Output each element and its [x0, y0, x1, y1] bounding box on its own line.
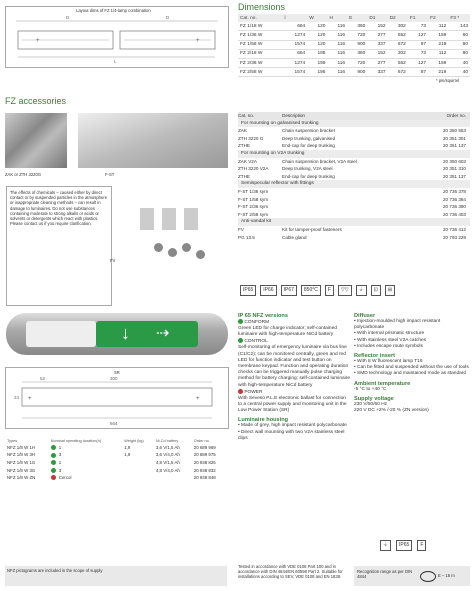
- power-label: POWER: [244, 389, 263, 395]
- accessory-image-trunking: [5, 113, 67, 168]
- accessory-cell: ZTH 3220 V2A: [238, 166, 269, 172]
- conform-text: Green LED for charge indicator; self-contained luminaire with high-temperature NiCd battery: [238, 325, 337, 338]
- types-cell-text: 20 938 826: [193, 460, 216, 466]
- certification-icon: IP66: [260, 285, 276, 296]
- dim-cell: 143: [448, 22, 470, 31]
- certification-icon: F: [325, 285, 334, 296]
- types-header: Ni-Cd battery: [155, 439, 179, 443]
- types-cell: [154, 451, 192, 459]
- svg-text:L: L: [114, 59, 117, 64]
- accessory-cell: ZAK V2A: [238, 158, 257, 164]
- accessory-row: [238, 135, 470, 143]
- dim-cell: 337: [367, 40, 387, 49]
- diffuser-item-text: Injection-moulded high impact resistant polycarbonate: [354, 319, 441, 331]
- accessory-cell: 20 793 229: [443, 234, 466, 240]
- dim-cell: 116: [327, 68, 347, 77]
- dim-header: H: [327, 14, 347, 22]
- accessory-warning: The effects of chemicals – caused either by direct contact or by suspended particles in the atmosphere or inappropriate cleaning methods – can result in damage to luminaires. Do not use substances containing moderate to strong alkalis or acids or solvents or detergents which react with plastics. Please contact us if you require clarification.: [6, 186, 112, 306]
- certification-icons: [240, 278, 470, 292]
- accessory-row: [238, 158, 470, 166]
- diffuser-item-text: With internal prismatic structure: [357, 331, 425, 337]
- accessory-cell: 20 736 390: [443, 204, 466, 210]
- dim-cell: 116: [327, 40, 347, 49]
- types-cell: [192, 444, 227, 452]
- accessory-row: [238, 196, 470, 204]
- types-table: [5, 436, 227, 482]
- dim-row: [238, 40, 470, 49]
- dim-cell: 159: [428, 31, 448, 40]
- dimensions-table: [238, 14, 470, 77]
- control-text: Self-monitoring of emergency luminaire via bus line (C1/C2); can be monitored centrally, green and red LED for function indicator and test button on membrane keypad. Function and operating duration checks can be triggered manually pulse charging method for battery charging; self-contained luminaire with high-temperature NiCd battery: [238, 345, 350, 388]
- accessories-table: [238, 112, 470, 241]
- types-cell: [49, 474, 122, 482]
- accessory-row: [238, 188, 470, 196]
- types-header: Types: [7, 439, 18, 443]
- types-cell-text: NFZ 1/8 W ZN: [7, 475, 36, 481]
- accessory-cell: F-ST 1/36 sym: [238, 188, 269, 194]
- types-cell: [192, 466, 227, 474]
- accessory-row: [238, 165, 470, 173]
- accessory-cell: End-cap for deep trunking: [282, 173, 335, 179]
- bottom-icon: ⏚: [380, 540, 391, 551]
- conform-label: CONFORM: [244, 319, 270, 325]
- dim-cell: FZ 1/18 W: [238, 22, 282, 31]
- status-dot-icon: [51, 475, 56, 480]
- dim-cell: 720: [347, 31, 367, 40]
- status-dot-icon: [51, 460, 56, 465]
- diffuser-item-text: Includes escape route symbols: [357, 343, 423, 349]
- eye-icon: [420, 571, 436, 582]
- dim-cell: 195: [307, 68, 327, 77]
- dim-cell: 40: [448, 58, 470, 67]
- dim-cell: FZ 1/58 W: [238, 40, 282, 49]
- recognition-box: [354, 566, 470, 586]
- dim-cell: 277: [367, 31, 387, 40]
- types-cell: [49, 466, 122, 474]
- dim-cell: 120: [307, 40, 327, 49]
- accessory-cell: [282, 211, 434, 219]
- accessory-cell: FV: [238, 226, 244, 232]
- supply-line-1: 220 V DC +2% /-20 % (ZN version): [354, 408, 429, 414]
- status-dot-icon: [51, 445, 56, 450]
- accessory-cell: 20 350 553: [443, 128, 466, 134]
- types-cell: [154, 444, 192, 452]
- types-cell: [192, 474, 227, 482]
- layout-diagram: [5, 6, 229, 68]
- reflector-item: • With 8 W fluorescent lamp T16: [354, 359, 423, 365]
- types-cell-text: NFZ 1/8 W 3G: [7, 467, 36, 473]
- types-row: [5, 444, 227, 452]
- dim-header: F2: [428, 14, 448, 22]
- dim-cell: 60: [448, 40, 470, 49]
- dim-cell: 337: [367, 68, 387, 77]
- types-cell: [49, 444, 122, 452]
- certification-icon: ⊞: [385, 285, 395, 296]
- accessory-cell: ZTHE: [238, 143, 250, 149]
- status-dot-icon: [51, 453, 56, 458]
- accessory-cell: 20 736 378: [443, 188, 466, 194]
- status-dot-icon: [51, 468, 56, 473]
- ip65-title: IP 65 NFZ versions: [238, 313, 288, 319]
- certification-icon: IP65: [240, 285, 256, 296]
- types-cell: [5, 451, 49, 459]
- dim-cell: 127: [408, 58, 428, 67]
- types-row: [5, 451, 227, 459]
- types-row: [5, 466, 227, 474]
- dim-cell: 87: [408, 68, 428, 77]
- dim-cell: FZ 1/36 W: [238, 31, 282, 40]
- accessory-cell: F-ST 2/36 sym: [238, 204, 269, 210]
- svg-text:D: D: [66, 15, 70, 20]
- dim-cell: 720: [347, 58, 367, 67]
- types-cell: [49, 451, 122, 459]
- dim-row: [238, 31, 470, 40]
- accessory-image-reflector: [78, 113, 228, 168]
- dim-cell: FZ 2/58 W: [238, 68, 282, 77]
- accessory-section-title: For mounting on V2A trunking: [238, 150, 470, 158]
- certification-icon: ⊡: [371, 285, 381, 296]
- housing-title: Luminaire housing: [238, 417, 289, 424]
- dim-cell: 664: [282, 22, 307, 31]
- accessory-cell: ZAK: [238, 128, 247, 134]
- accessory-cell: 20 351 137: [443, 173, 466, 179]
- dimensions-footnote: * pin/squirrel: [436, 78, 460, 83]
- types-cell-text: 1: [58, 459, 62, 465]
- dim-cell: 1274: [282, 58, 307, 67]
- dim-cell: 120: [307, 31, 327, 40]
- reflector-item-text: Can be fitted and suspended without the use of tools: [357, 365, 469, 371]
- accessory-cell: ZTH 3220 G: [238, 135, 264, 141]
- nfz-pictogram-note: NFZ pictograms are included in the scope of supply: [5, 566, 227, 586]
- power-dot-icon: [238, 389, 243, 394]
- running-man-icon: ⇢: [156, 325, 170, 342]
- dim-cell: 80: [448, 49, 470, 58]
- types-cell-text: 20 938 832: [193, 467, 216, 473]
- accessory-cell: 20 351 137: [443, 143, 466, 149]
- layout-diagram-drawing: [6, 7, 228, 67]
- accessory-cell: [282, 188, 434, 196]
- housing-item-1: • Direct wall mounting with two V2A stainless steel clips: [238, 429, 345, 441]
- types-cell: [154, 466, 192, 474]
- types-cell-text: 20 938 848: [193, 475, 216, 481]
- accessory-cell: [282, 196, 434, 204]
- certification-icon: IP67: [281, 285, 297, 296]
- tested-note: Tested in accordance with VDE 0108 Part 100 and in accordance with DIN 4844/EN 60598 Part 2. Suitable for installations according to SEV, VDE 0108 and EN 1838.: [238, 564, 343, 580]
- accessory-label-trunking: ZAK or ZTH 3220G: [5, 172, 42, 177]
- types-cell-text: Cercol: [58, 475, 72, 481]
- reflector-item: • Can be fitted and suspended without the use of tools: [354, 365, 469, 371]
- certification-icon: ▽▽: [338, 285, 352, 296]
- accessory-cell: Chain suspension bracket, V2A steel: [282, 158, 357, 164]
- svg-text:+: +: [196, 38, 200, 44]
- accessories-header: Cat. no. Description Order no.: [238, 112, 470, 120]
- dim-cell: 664: [282, 49, 307, 58]
- dim-cell: 1274: [282, 31, 307, 40]
- accessory-row: [238, 211, 470, 219]
- types-cell: [122, 466, 154, 474]
- dim-header: l: [282, 14, 307, 22]
- types-row: [5, 459, 227, 467]
- accessory-cell: 20 736 412: [443, 226, 466, 232]
- dim-cell: 152: [367, 49, 387, 58]
- accessory-cell: Kit for tamper-proof fasteners: [282, 226, 342, 232]
- control-label: CONTROL: [244, 339, 268, 345]
- recognition-label: Recognition range as per DIN 4844: [357, 569, 413, 580]
- dim-cell: 1574: [282, 68, 307, 77]
- accessory-image-fv: [140, 208, 220, 278]
- dim-cell: 277: [367, 58, 387, 67]
- types-header: Nominal operating duration(h): [50, 439, 102, 443]
- accessory-row: [238, 173, 470, 181]
- dim-cell: 127: [408, 31, 428, 40]
- types-cell-text: 3,6 V/4,0 Ah: [155, 452, 180, 458]
- diffuser-title: Diffuser: [354, 313, 376, 319]
- sr-drawing-svg: [6, 368, 228, 428]
- types-cell-text: 1,9: [124, 452, 131, 458]
- dim-cell: 360: [347, 49, 367, 58]
- dim-header: F1: [408, 14, 428, 22]
- dim-cell: 302: [388, 22, 408, 31]
- dim-cell: 552: [388, 58, 408, 67]
- layout-diagram-title: Layout dims of FZ 1/4-lamp combination: [76, 8, 151, 13]
- accessory-cell: Chain suspension bracket: [282, 128, 335, 134]
- accessory-cell: Cable gland: [282, 234, 307, 240]
- dim-cell: 60: [448, 31, 470, 40]
- accessory-cell: 20 736 403: [443, 211, 466, 217]
- types-cell: [122, 474, 154, 482]
- housing-item-0: • Made of grey, high impact resistant polycarbonate: [238, 423, 347, 429]
- types-cell-text: 20 689 969: [193, 444, 216, 450]
- dim-cell: 900: [347, 40, 367, 49]
- dim-cell: 73: [408, 49, 428, 58]
- dim-cell: 116: [327, 58, 347, 67]
- dim-header: D1: [367, 14, 387, 22]
- dim-cell: FZ 2/18 W: [238, 49, 282, 58]
- accessory-cell: Deep trunking, galvanised: [282, 135, 336, 141]
- dim-cell: 1574: [282, 40, 307, 49]
- reflector-item-text: SMD technology and maintained mode as standard: [357, 371, 467, 377]
- dim-cell: 195: [307, 49, 327, 58]
- types-cell: [5, 444, 49, 452]
- dim-cell: 112: [428, 49, 448, 58]
- types-cell-text: 3: [58, 467, 62, 473]
- certification-icon: 850°C: [301, 285, 321, 296]
- svg-text:+: +: [28, 396, 32, 402]
- types-cell-text: 4,8 V/1,5 Ah: [155, 460, 180, 466]
- diffuser-item: • Includes escape route symbols: [354, 343, 423, 349]
- types-header: Weight (kg): [124, 439, 144, 443]
- dim-row: [238, 49, 470, 58]
- dim-cell: 87: [408, 40, 428, 49]
- accessory-cell: PG 13.5: [238, 234, 255, 240]
- accessory-row: [238, 226, 470, 234]
- supply-title: Supply voltage: [354, 395, 394, 402]
- accessory-row: [238, 203, 470, 211]
- types-cell-text: 1,9: [124, 444, 131, 450]
- dim-cell: 219: [428, 68, 448, 77]
- dim-header: W: [307, 14, 327, 22]
- svg-text:D: D: [166, 15, 170, 20]
- accessory-cell: Deep trunking, V2A steel: [282, 166, 333, 172]
- ambient-value: -5 °C to +40 °C: [354, 386, 387, 392]
- luminaire-photo: [6, 313, 228, 355]
- diffuser-item-text: With stainless steel V2A catches: [357, 337, 427, 343]
- types-cell-text: 4,8 V/4,0 Ah: [155, 467, 180, 473]
- types-header: Order no.: [193, 439, 210, 443]
- diffuser-item: • With internal prismatic structure: [354, 331, 425, 337]
- dim-cell: 672: [388, 40, 408, 49]
- types-cell: [122, 444, 154, 452]
- accessory-cell: End-cap for deep trunking: [282, 143, 335, 149]
- accessory-cell: 20 351 310: [443, 166, 466, 172]
- dim-header: D2: [388, 14, 408, 22]
- dim-cell: 116: [327, 31, 347, 40]
- ip65-column: [238, 313, 350, 442]
- types-cell-text: 1: [58, 444, 62, 450]
- bottom-icon: F: [417, 540, 426, 551]
- diffuser-item: • Injection-moulded high impact resistant polycarbonate: [354, 319, 441, 331]
- supply-line-0: 230 V/50/60 Hz: [354, 401, 388, 407]
- dim-cell: 672: [388, 68, 408, 77]
- types-cell-text: NFZ 1/8 W 1G: [7, 460, 36, 466]
- dim-header: E: [347, 14, 367, 22]
- dim-cell: 552: [388, 31, 408, 40]
- sr-drawing: [5, 367, 229, 429]
- dim-cell: 159: [428, 58, 448, 67]
- dim-cell: 195: [307, 58, 327, 67]
- types-cell: [192, 459, 227, 467]
- dim-cell: 360: [347, 22, 367, 31]
- dimensions-title: Dimensions: [238, 2, 286, 12]
- accessory-label-fv: FV: [110, 258, 116, 263]
- types-cell-text: NFZ 1/8 W 3H: [7, 452, 36, 458]
- bottom-icons: [380, 533, 470, 548]
- svg-text:+: +: [196, 396, 200, 402]
- accessory-row: [238, 142, 470, 150]
- types-cell: [5, 466, 49, 474]
- dim-cell: FZ 2/36 W: [238, 58, 282, 67]
- reflector-item: • SMD technology and maintained mode as standard: [354, 371, 467, 377]
- accessory-cell: 20 736 384: [443, 196, 466, 202]
- accessory-cell: ZTHE: [238, 173, 250, 179]
- accessories-title: FZ accessories: [5, 96, 67, 106]
- conform-dot-icon: [238, 319, 243, 324]
- accessory-row: [238, 234, 470, 242]
- svg-text:24: 24: [14, 395, 20, 400]
- types-cell: [122, 451, 154, 459]
- dim-cell: 120: [307, 22, 327, 31]
- svg-text:52: 52: [40, 376, 46, 381]
- specs-column: [354, 313, 470, 414]
- accessory-cell: F-ST 1/58 sym: [238, 196, 269, 202]
- svg-text:300: 300: [110, 376, 118, 381]
- svg-text:+: +: [36, 38, 40, 44]
- types-cell-text: 20 689 975: [193, 452, 216, 458]
- accessory-cell: 20 350 603: [443, 158, 466, 164]
- power-text: With Seveso P.L.E electronic ballast for connection to a central power supply and monitoring unit in the Low Power Station (SR): [238, 395, 347, 414]
- types-cell: [192, 451, 227, 459]
- dim-cell: 900: [347, 68, 367, 77]
- dim-cell: 219: [428, 40, 448, 49]
- accessory-row: [238, 127, 470, 135]
- diffuser-item: • With stainless steel V2A catches: [354, 337, 427, 343]
- dim-cell: 152: [367, 22, 387, 31]
- dim-header: F3 *: [448, 14, 470, 22]
- accessory-label-reflector: F-ST: [105, 172, 115, 177]
- sr-label: SR: [114, 370, 120, 375]
- dim-cell: 116: [327, 49, 347, 58]
- accessory-cell: 20 351 301: [443, 135, 466, 141]
- control-dot-icon: [238, 338, 243, 343]
- types-cell: [5, 474, 49, 482]
- types-row: [5, 474, 227, 482]
- types-cell-text: NFZ 1/8 W 1H: [7, 444, 36, 450]
- accessory-cell: [282, 203, 434, 211]
- types-cell-text: 3,6 V/1,5 Ah: [155, 444, 180, 450]
- ambient-title: Ambient temperature: [354, 380, 411, 387]
- accessory-cell: F-ST 2/58 sym: [238, 211, 269, 217]
- arrow-down-icon: ↓: [121, 323, 130, 343]
- accessory-section-title: Semispecular reflector with fittings: [238, 180, 470, 188]
- types-cell: [154, 459, 192, 467]
- dim-cell: 112: [428, 22, 448, 31]
- certification-icon: ⏚: [356, 285, 367, 296]
- dim-row: [238, 68, 470, 77]
- dim-cell: 40: [448, 68, 470, 77]
- dim-cell: 302: [388, 49, 408, 58]
- bottom-icon: IP65: [396, 540, 412, 551]
- types-cell: [154, 474, 192, 482]
- accessory-section-title: Anti-vandal kit: [238, 218, 470, 226]
- accessory-section-title: For mounting on galvanised trunking: [238, 120, 470, 128]
- recognition-value: E – 16 m: [438, 573, 455, 578]
- types-cell: [122, 459, 154, 467]
- types-cell: [5, 459, 49, 467]
- dim-cell: 73: [408, 22, 428, 31]
- dim-row: [238, 58, 470, 67]
- reflector-title: Reflector insert: [354, 353, 396, 360]
- dim-header: Cat. no.: [238, 14, 282, 22]
- types-cell-text: 3: [58, 452, 62, 458]
- dim-row: [238, 22, 470, 31]
- svg-text:664: 664: [110, 421, 118, 426]
- reflector-item-text: With 8 W fluorescent lamp T16: [357, 359, 423, 365]
- dim-cell: 116: [327, 22, 347, 31]
- types-cell: [49, 459, 122, 467]
